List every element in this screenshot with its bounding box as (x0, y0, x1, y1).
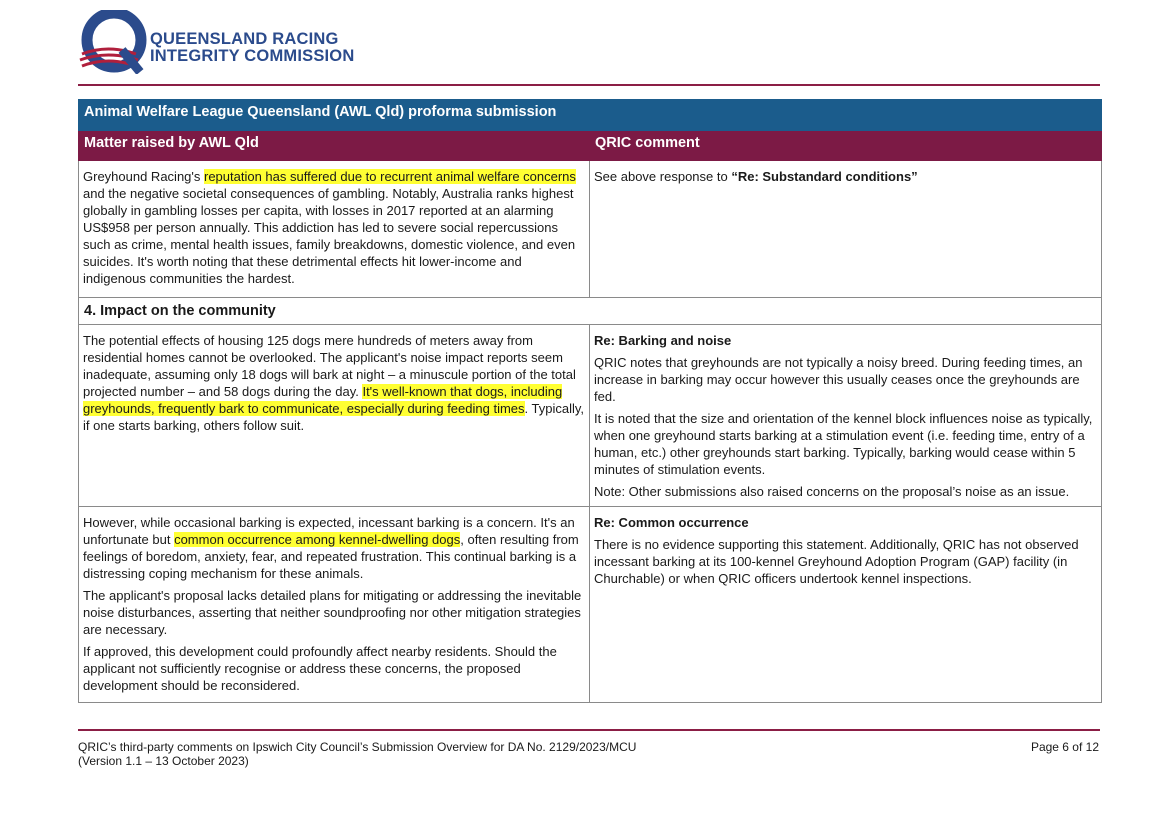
footer-title: QRIC’s third-party comments on Ipswich City Council’s Submission Overview for DA No. 2129/2023/MCU (78, 740, 637, 754)
column-header-comment: QRIC comment (590, 131, 1102, 161)
highlighted-text: reputation has suffered due to recurrent animal welfare concerns (204, 169, 576, 184)
qric-logo (78, 10, 378, 74)
comment-cell (590, 161, 1102, 298)
org-name (150, 31, 354, 65)
comment-paragraph: QRIC notes that greyhounds are not typically a noisy breed. During feeding times, an increase in barking may occur however this usually ceases once the greyhounds are fed. (594, 355, 1083, 404)
highlighted-text: common occurrence among kennel-dwelling dogs (174, 532, 461, 547)
table-row (79, 325, 1102, 507)
table-row (79, 161, 1102, 298)
column-header-matter: Matter raised by AWL Qld (79, 131, 590, 161)
comment-paragraph: It is noted that the size and orientation of the kennel block influences noise as typically, when one greyhound starts barking at a stimulation event (i.e. feeding time, entry of a human, etc.) other greyhounds start barking. Typically, barking would cease within 5 minutes of stimulation events. (594, 411, 1093, 477)
footer-rule (78, 729, 1100, 731)
matter-cell (79, 161, 590, 298)
comment-paragraph: Note: Other submissions also raised concerns on the proposal’s noise as an issue. (594, 484, 1070, 499)
text-segment: See above response to (594, 169, 732, 184)
table-row (79, 507, 1102, 703)
section-row (79, 298, 1102, 325)
document-footer (78, 740, 636, 768)
matter-text (83, 332, 585, 434)
org-name-line1: QUEENSLAND RACING (150, 30, 339, 48)
page-number: Page 6 of 12 (1030, 740, 1099, 754)
highlighted-text: It's well-known that dogs, including greyhounds, frequently bark to communicate, especially during feeding times (83, 384, 563, 416)
header-rule (78, 84, 1100, 86)
comment-heading: Re: Barking and noise (594, 333, 732, 348)
comment-cell (590, 325, 1102, 507)
matter-text (83, 168, 585, 287)
section-heading: 4. Impact on the community (79, 298, 1102, 325)
reference-text: “Re: Substandard conditions” (731, 169, 918, 184)
text-segment: and the negative societal consequences of gambling. Notably, Australia ranks highest globally in gambling losses per capita, with losses in 2017 reported at an alarming US$958 per person annually. This addiction has led to severe social repercussions such as crime, mental health issues, family breakdowns, domestic violence, and even suicides. It's worth noting that these detrimental effects hit lower-income and indigenous communities the hardest. (83, 186, 576, 286)
matter-cell (79, 507, 590, 703)
text-segment: . Typically, if one starts barking, others follow suit. (83, 401, 585, 433)
matter-paragraph: The applicant's proposal lacks detailed plans for mitigating or addressing the inevitable noise disturbances, asserting that neither soundproofing nor other mitigation strategies are necessary. (83, 588, 582, 637)
comment-paragraph: There is no evidence supporting this statement. Additionally, QRIC has not observed incessant barking at its 100-kennel Greyhound Adoption Program (GAP) facility (in Churchable) or when QRIC officers undertook kennel inspections. (594, 537, 1079, 586)
text-segment: Greyhound Racing's (83, 169, 204, 184)
comment-heading: Re: Common occurrence (594, 515, 749, 530)
table-title: Animal Welfare League Queensland (AWL Qld) proforma submission (79, 100, 1102, 131)
matter-paragraph: If approved, this development could profoundly affect nearby residents. Should the applicant not sufficiently recognise or address these concerns, the proposed development should be reconsidered. (83, 644, 557, 693)
footer-version: (Version 1.1 – 13 October 2023) (78, 754, 249, 768)
matter-cell (79, 325, 590, 507)
matter-paragraph (83, 514, 585, 582)
org-name-line2: INTEGRITY COMMISSION (150, 47, 355, 65)
text-segment: The potential effects of housing 125 dogs mere hundreds of meters away from residential homes cannot be overlooked. The applicant's noise impact reports seem inadequate, assuming only 18 dogs will bark at night – a minuscule portion of the total projected number – and 58 dogs during the day. (83, 333, 576, 399)
qric-emblem-icon (78, 10, 148, 74)
text-segment: However, while occasional barking is expected, incessant barking is a concern. It's an unfortunate but (83, 515, 575, 547)
comment-cell (590, 507, 1102, 703)
comment-text (594, 168, 1097, 185)
submission-table (78, 99, 1102, 703)
text-segment: , often resulting from feelings of boredom, anxiety, fear, and repeated frustration. This continual barking is a distressing coping mechanism for these animals. (83, 532, 579, 581)
